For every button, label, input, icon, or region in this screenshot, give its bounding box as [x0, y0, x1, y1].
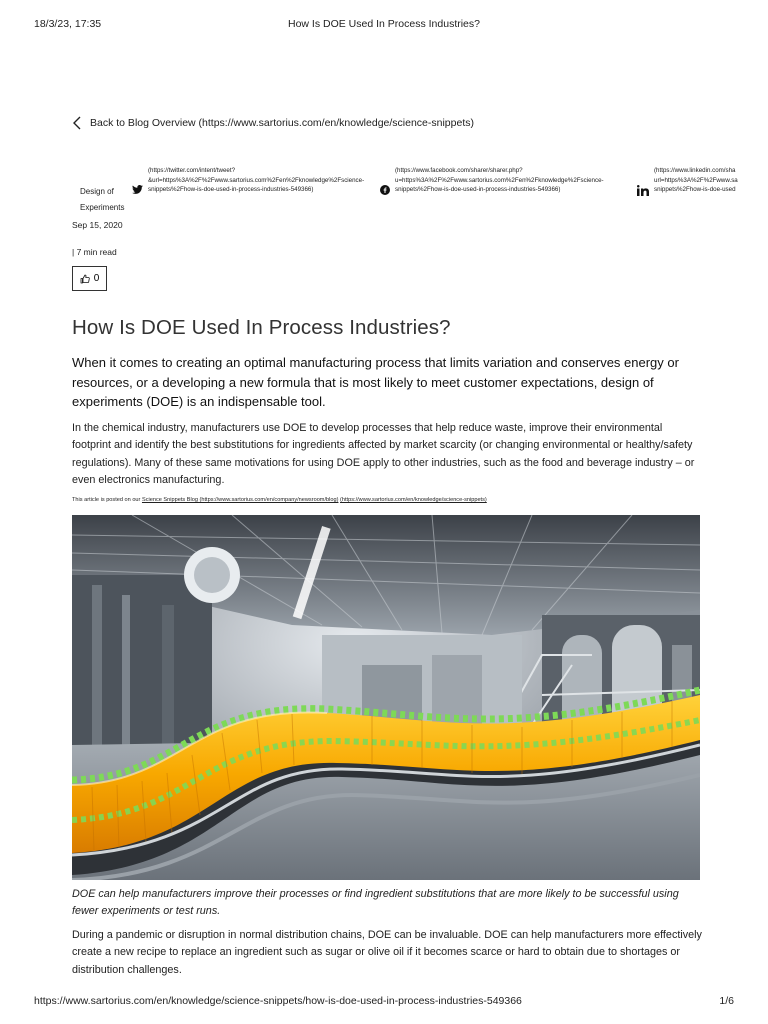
linkedin-icon: [637, 185, 649, 196]
like-count: 0: [93, 273, 100, 284]
twitter-share-url: (https://twitter.com/intent/tweet? &url=https%3A%2F%2Fwww.sartorius.com%2Fen%2Fknowledge%2Fscience-snippets%2Fhow-is-doe-used-in-process-industries-549366): [148, 167, 365, 194]
print-datetime: 18/3/23, 17:35: [34, 18, 102, 30]
thumbs-up-icon: [80, 274, 90, 284]
print-footer-url: https://www.sartorius.com/en/knowledge/science-snippets/how-is-doe-used-in-process-industries-549366: [34, 995, 522, 1007]
facebook-icon: [380, 185, 390, 195]
back-to-blog-link[interactable]: [72, 116, 474, 130]
hero-image-bottling-line: [72, 515, 700, 880]
category-line-1: Design of: [80, 187, 114, 196]
like-button[interactable]: [72, 266, 107, 291]
category-line-2: Experiments: [80, 203, 125, 212]
share-facebook-link[interactable]: [380, 166, 620, 195]
source-snippets-link[interactable]: (https://www.sartorius.com/en/knowledge/science-snippets): [340, 497, 487, 503]
bottling-line-illustration: [72, 515, 700, 880]
share-linkedin-link[interactable]: [637, 166, 768, 196]
article-paragraph-1: In the chemical industry, manufacturers use DOE to develop processes that help reduce waste, improve their environmental footprint and identify the best substitutions for ingredients affected by market scarcity (or changing environmental or healthy/safety regulations). Many of these same motivations for using DOE apply to other industries, such as the food and beverage industry – or even electronics manufacturing.: [72, 422, 695, 487]
source-note: [72, 497, 487, 503]
category-tag[interactable]: [80, 184, 138, 216]
share-twitter-link[interactable]: [132, 166, 382, 195]
image-caption: DOE can help manufacturers improve their processes or find ingredient substitutions that are more likely to be successful using fewer experiments or test runs.: [72, 888, 679, 918]
source-note-prefix: This article is posted on our: [72, 497, 142, 503]
linkedin-share-url: (https://www.linkedin.com/sha url=https%3A%2F%2Fwww.sa snippets%2Fhow-is-doe-used: [654, 167, 738, 194]
print-header: [34, 18, 734, 32]
print-page-number: 1/6: [719, 995, 734, 1007]
twitter-icon: [132, 185, 143, 194]
article-paragraph-2: During a pandemic or disruption in normal distribution chains, DOE can be invaluable. DOE can help manufacturers more effectively create a new recipe to replace an ingredient such as sugar or olive oil if it becomes scarce or hard to obtain due to shortages or distribution challenges.: [72, 929, 702, 976]
article-lead: When it comes to creating an optimal manufacturing process that limits variation and conserves energy or resources, or a developing a new formula that is most likely to meet customer expectations, design of experiments (DOE) is an indispensable tool.: [72, 355, 679, 409]
source-blog-link[interactable]: Science Snippets Blog (https://www.sartorius.com/en/company/newsroom/blog): [141, 497, 339, 503]
facebook-share-url: (https://www.facebook.com/sharer/sharer.php? u=https%3A%2F%2Fwww.sartorius.com%2Fen%2Fknowledge%2Fscience-snippets%2Fhow-is-doe-used-in-process-industries-549366): [395, 167, 604, 194]
publish-date: Sep 15, 2020: [72, 220, 123, 230]
article-title: How Is DOE Used In Process Industries?: [72, 316, 451, 339]
print-page-title: How Is DOE Used In Process Industries?: [288, 18, 480, 30]
chevron-left-icon: [72, 116, 82, 130]
read-time: | 7 min read: [72, 247, 117, 257]
back-link-label: Back to Blog Overview (https://www.sartorius.com/en/knowledge/science-snippets): [90, 117, 474, 129]
